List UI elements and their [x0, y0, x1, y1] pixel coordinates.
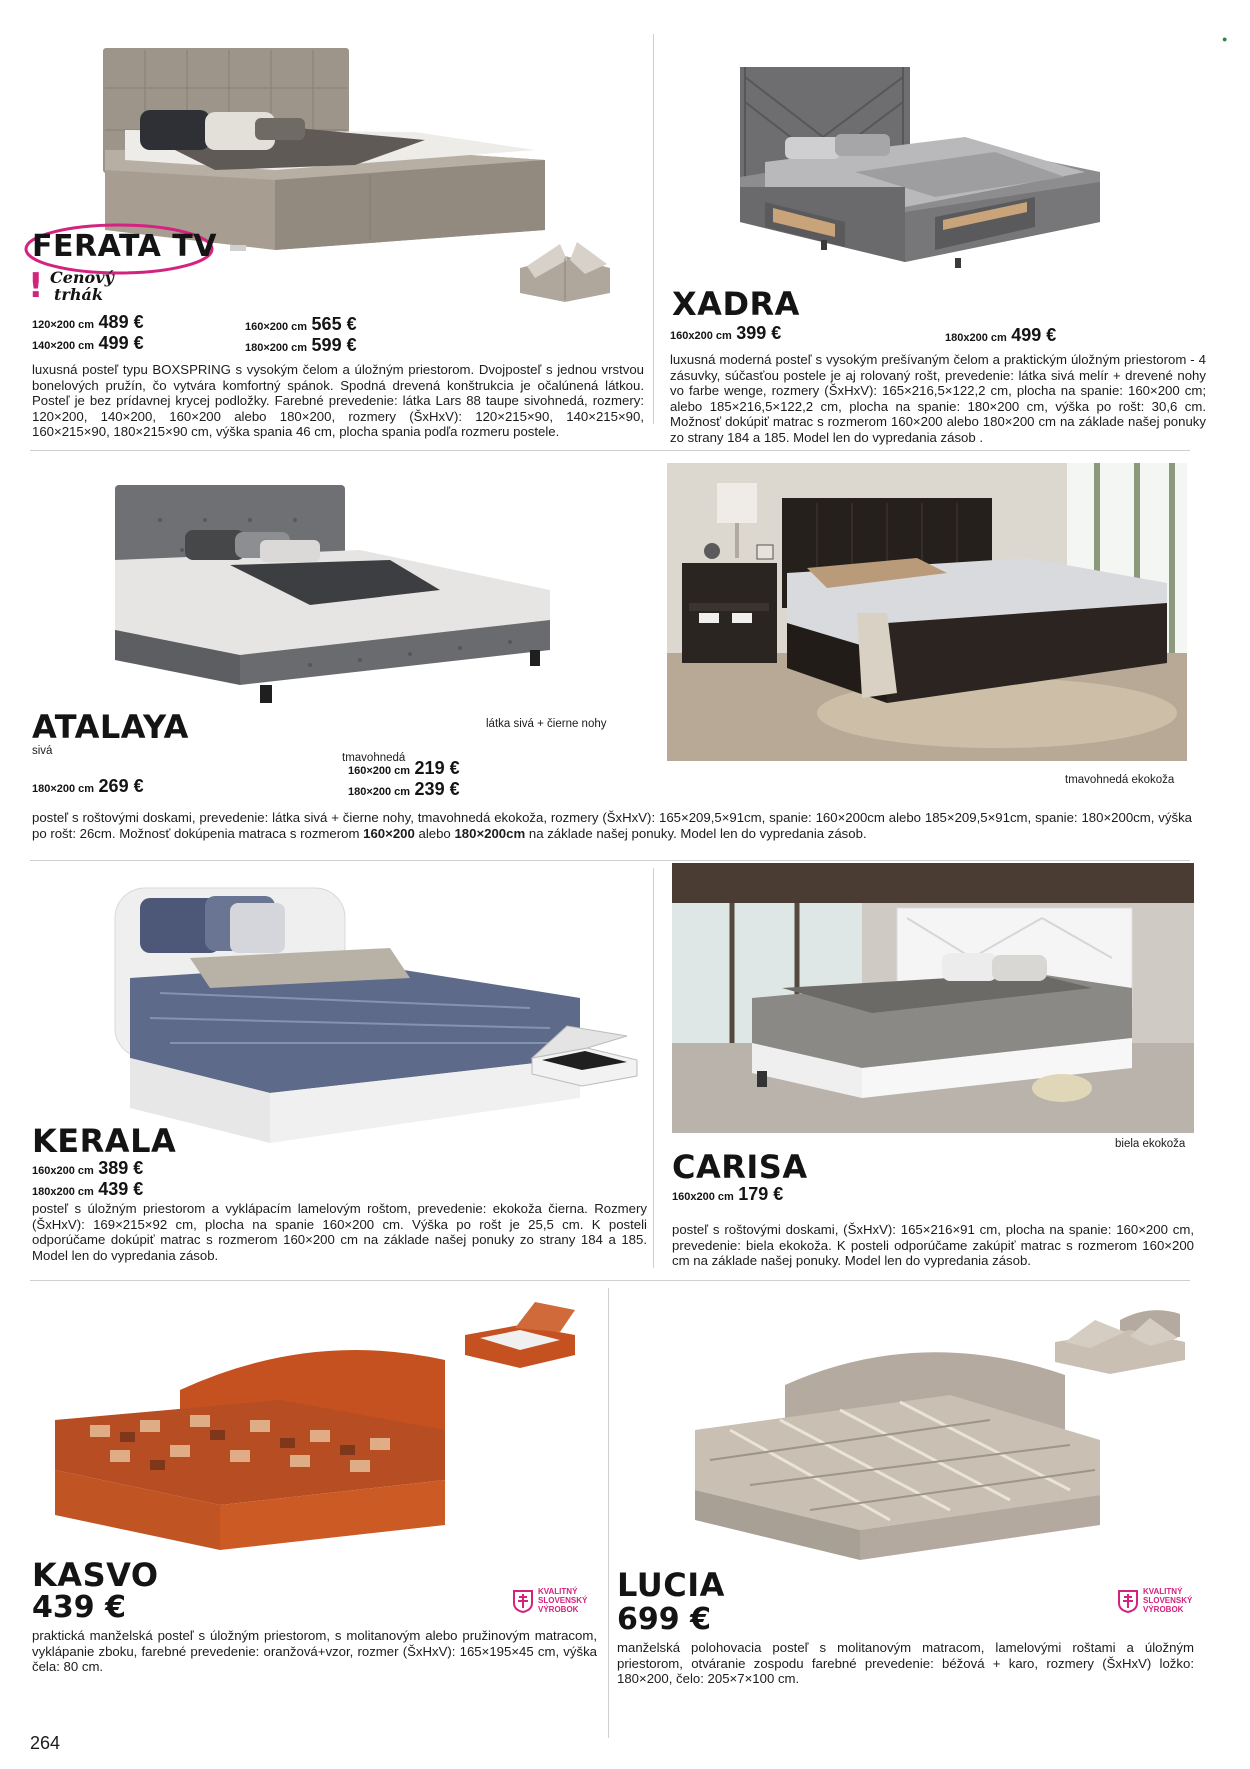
xadra-price-row: 180x200 cm 499 €	[945, 325, 1057, 345]
column-divider	[653, 34, 654, 424]
atalaya-brown-caption: tmavohnedá ekokoža	[1065, 774, 1175, 786]
carisa-description: posteľ s roštovými doskami, (ŠxHxV): 165×216×91 cm, plocha na spanie: 160×200 cm, prevedenie: biela ekokoža. K posteli odporúčame zakúpiť matrac s rozmerom 160×200 cm na základe našej ponuky. Model len do vypredania zásob.	[672, 1222, 1194, 1269]
carisa-bed-photo	[672, 863, 1194, 1133]
atalaya-variant2-price: 180×200 cm 239 €	[348, 779, 460, 799]
xadra-price-row: 160x200 cm 399 €	[670, 323, 782, 343]
lucia-price: 699 €	[617, 1602, 711, 1637]
lucia-bed-photo	[690, 1320, 1100, 1560]
atalaya-name: ATALAYA	[32, 708, 189, 746]
ferata-price-row: 120×200 cm 489 €	[32, 312, 144, 332]
section-divider	[30, 450, 1190, 451]
atalaya-description: posteľ s roštovými doskami, prevedenie: látka sivá + čierne nohy, tmavohnedá ekokoža, rozmery (ŠxHxV): 165×209,5×91cm, spanie: 160×200cm alebo 185×209,5×91cm, spanie: 180×200cm, výška po rošt: 26cm. Možnosť dokúpenia matraca s rozmerom 160×200 alebo 180×200cm na základe našej ponuky. Model len do vypredania zásob.	[32, 810, 1192, 841]
xadra-description: luxusná moderná posteľ s vysokým prešívaným čelom a praktickým úložným priestorom - 4 zásuvky, súčasťou postele je aj rolovaný rošt, prevedenie: látka sivá melír + drevené nohy vo farbe wenge, rozmery (ŠxHxV): 165×216,5×122,2 cm, plocha na spanie: 160×200 cm; alebo 185×216,5×122,2 cm, plocha na spanie: 180×200 cm, výška po rošt: 30,6 cm. Možnosť dokúpiť matrac s rozmerom 160×200 alebo 180×200 cm na základe našej ponuky zo strany 184 a 185. Model len do vypredania zásob .	[670, 352, 1206, 445]
atalaya-variant1-price: 180×200 cm 269 €	[32, 776, 144, 796]
atalaya-grey-caption: látka sivá + čierne nohy	[486, 718, 607, 730]
exclamation-icon: !	[28, 266, 44, 306]
ferata-description: luxusná posteľ typu BOXSPRING s vysokým čelom a úložným priestorom. Dvojposteľ s jednou vrstvou bonelových pružín, čo vytvára komfortný spánok. Spodná drevená konštrukcia je očalúnená látkou. Posteľ je bez prídavnej krycej podložky. Farebné prevedenie: látka Lars 88 taupe sivohnedá, rozmery: 120×200, 140×200, 160×200 alebo 180×200, rozmery (ŠxHxV): 120×215×90, 140×215×90, 160×215×90, 180×215×90 cm, výška spania 46 cm, plocha spania podľa rozmeru postele.	[32, 362, 644, 440]
column-divider	[608, 1288, 609, 1738]
slovak-cross-icon	[1117, 1589, 1139, 1613]
section-divider	[30, 860, 1190, 861]
carisa-caption: biela ekokoža	[1115, 1138, 1186, 1150]
kerala-name: KERALA	[32, 1122, 177, 1160]
carisa-name: CARISA	[672, 1148, 808, 1186]
kerala-bed-photo	[110, 868, 580, 1143]
section-divider	[30, 1280, 1190, 1281]
kerala-description: posteľ s úložným priestorom a vyklápacím lamelovým roštom, prevedenie: ekokoža čierna. Rozmery (ŠxHxV): 169×215×92 cm, plocha na spanie 160×200 cm. Výška po rošt je 25,5 cm. K posteli odporúčame dokúpiť matrac s rozmerom 160×200 cm na základe našej ponuky zo strany 184 a 185. Model len do vypredania zásob.	[32, 1201, 647, 1263]
ferata-price-row: 160×200 cm 565 €	[245, 314, 357, 334]
kasvo-storage-detail	[460, 1300, 580, 1372]
kasvo-name: KASVO	[32, 1556, 159, 1594]
column-divider	[653, 868, 654, 1268]
kasvo-price: 439 €	[32, 1590, 126, 1625]
atalaya-brown-bed-photo	[667, 463, 1187, 761]
lucia-storage-detail	[1050, 1302, 1190, 1380]
xadra-name: XADRA	[672, 285, 800, 323]
atalaya-variant2-label: tmavohnedá	[342, 752, 406, 764]
carisa-price-row: 160x200 cm 179 €	[672, 1184, 784, 1204]
lucia-name: LUCIA	[617, 1566, 725, 1604]
ferata-storage-detail	[515, 238, 615, 304]
lucia-quality-badge: KVALITNÝ SLOVENSKÝ VÝROBOK	[1117, 1587, 1192, 1614]
kasvo-quality-badge: KVALITNÝ SLOVENSKÝ VÝROBOK	[512, 1587, 587, 1614]
badge-line1: Cenový	[50, 268, 114, 287]
kerala-lift-detail	[527, 1018, 642, 1088]
atalaya-variant1-label: sivá	[32, 745, 53, 757]
ferata-name: FERATA TV	[32, 229, 217, 264]
badge-line2: trhák	[54, 285, 103, 304]
page-number: 264	[30, 1733, 61, 1753]
ferata-price-row: 180×200 cm 599 €	[245, 335, 357, 355]
ferata-price-row: 140×200 cm 499 €	[32, 333, 144, 353]
kerala-price-row: 180x200 cm 439 €	[32, 1179, 144, 1199]
atalaya-variant2-price: 160×200 cm 219 €	[348, 758, 460, 778]
xadra-bed-photo	[735, 62, 1125, 287]
slovak-cross-icon	[512, 1589, 534, 1613]
atalaya-grey-bed-photo	[110, 480, 560, 705]
kasvo-description: praktická manželská posteľ s úložným priestorom, s molitanovým alebo pružinovým matracom, vyklápanie zboku, farebné prevedenie: oranžová+vzor, rozmer (ŠxHxV): 165×195×45 cm, výška čela: 80 cm.	[32, 1628, 597, 1675]
brand-mark: ●	[1222, 34, 1228, 44]
kasvo-bed-photo	[50, 1320, 450, 1550]
kerala-price-row: 160x200 cm 389 €	[32, 1158, 144, 1178]
lucia-description: manželská polohovacia posteľ s molitanovým matracom, lamelovými roštami a úložným priestorom, otváranie zospodu farebné prevedenie: béžová + karo, rozmery (ŠxHxV) ložko: 180×200, čelo: 205×7×100 cm.	[617, 1640, 1194, 1687]
